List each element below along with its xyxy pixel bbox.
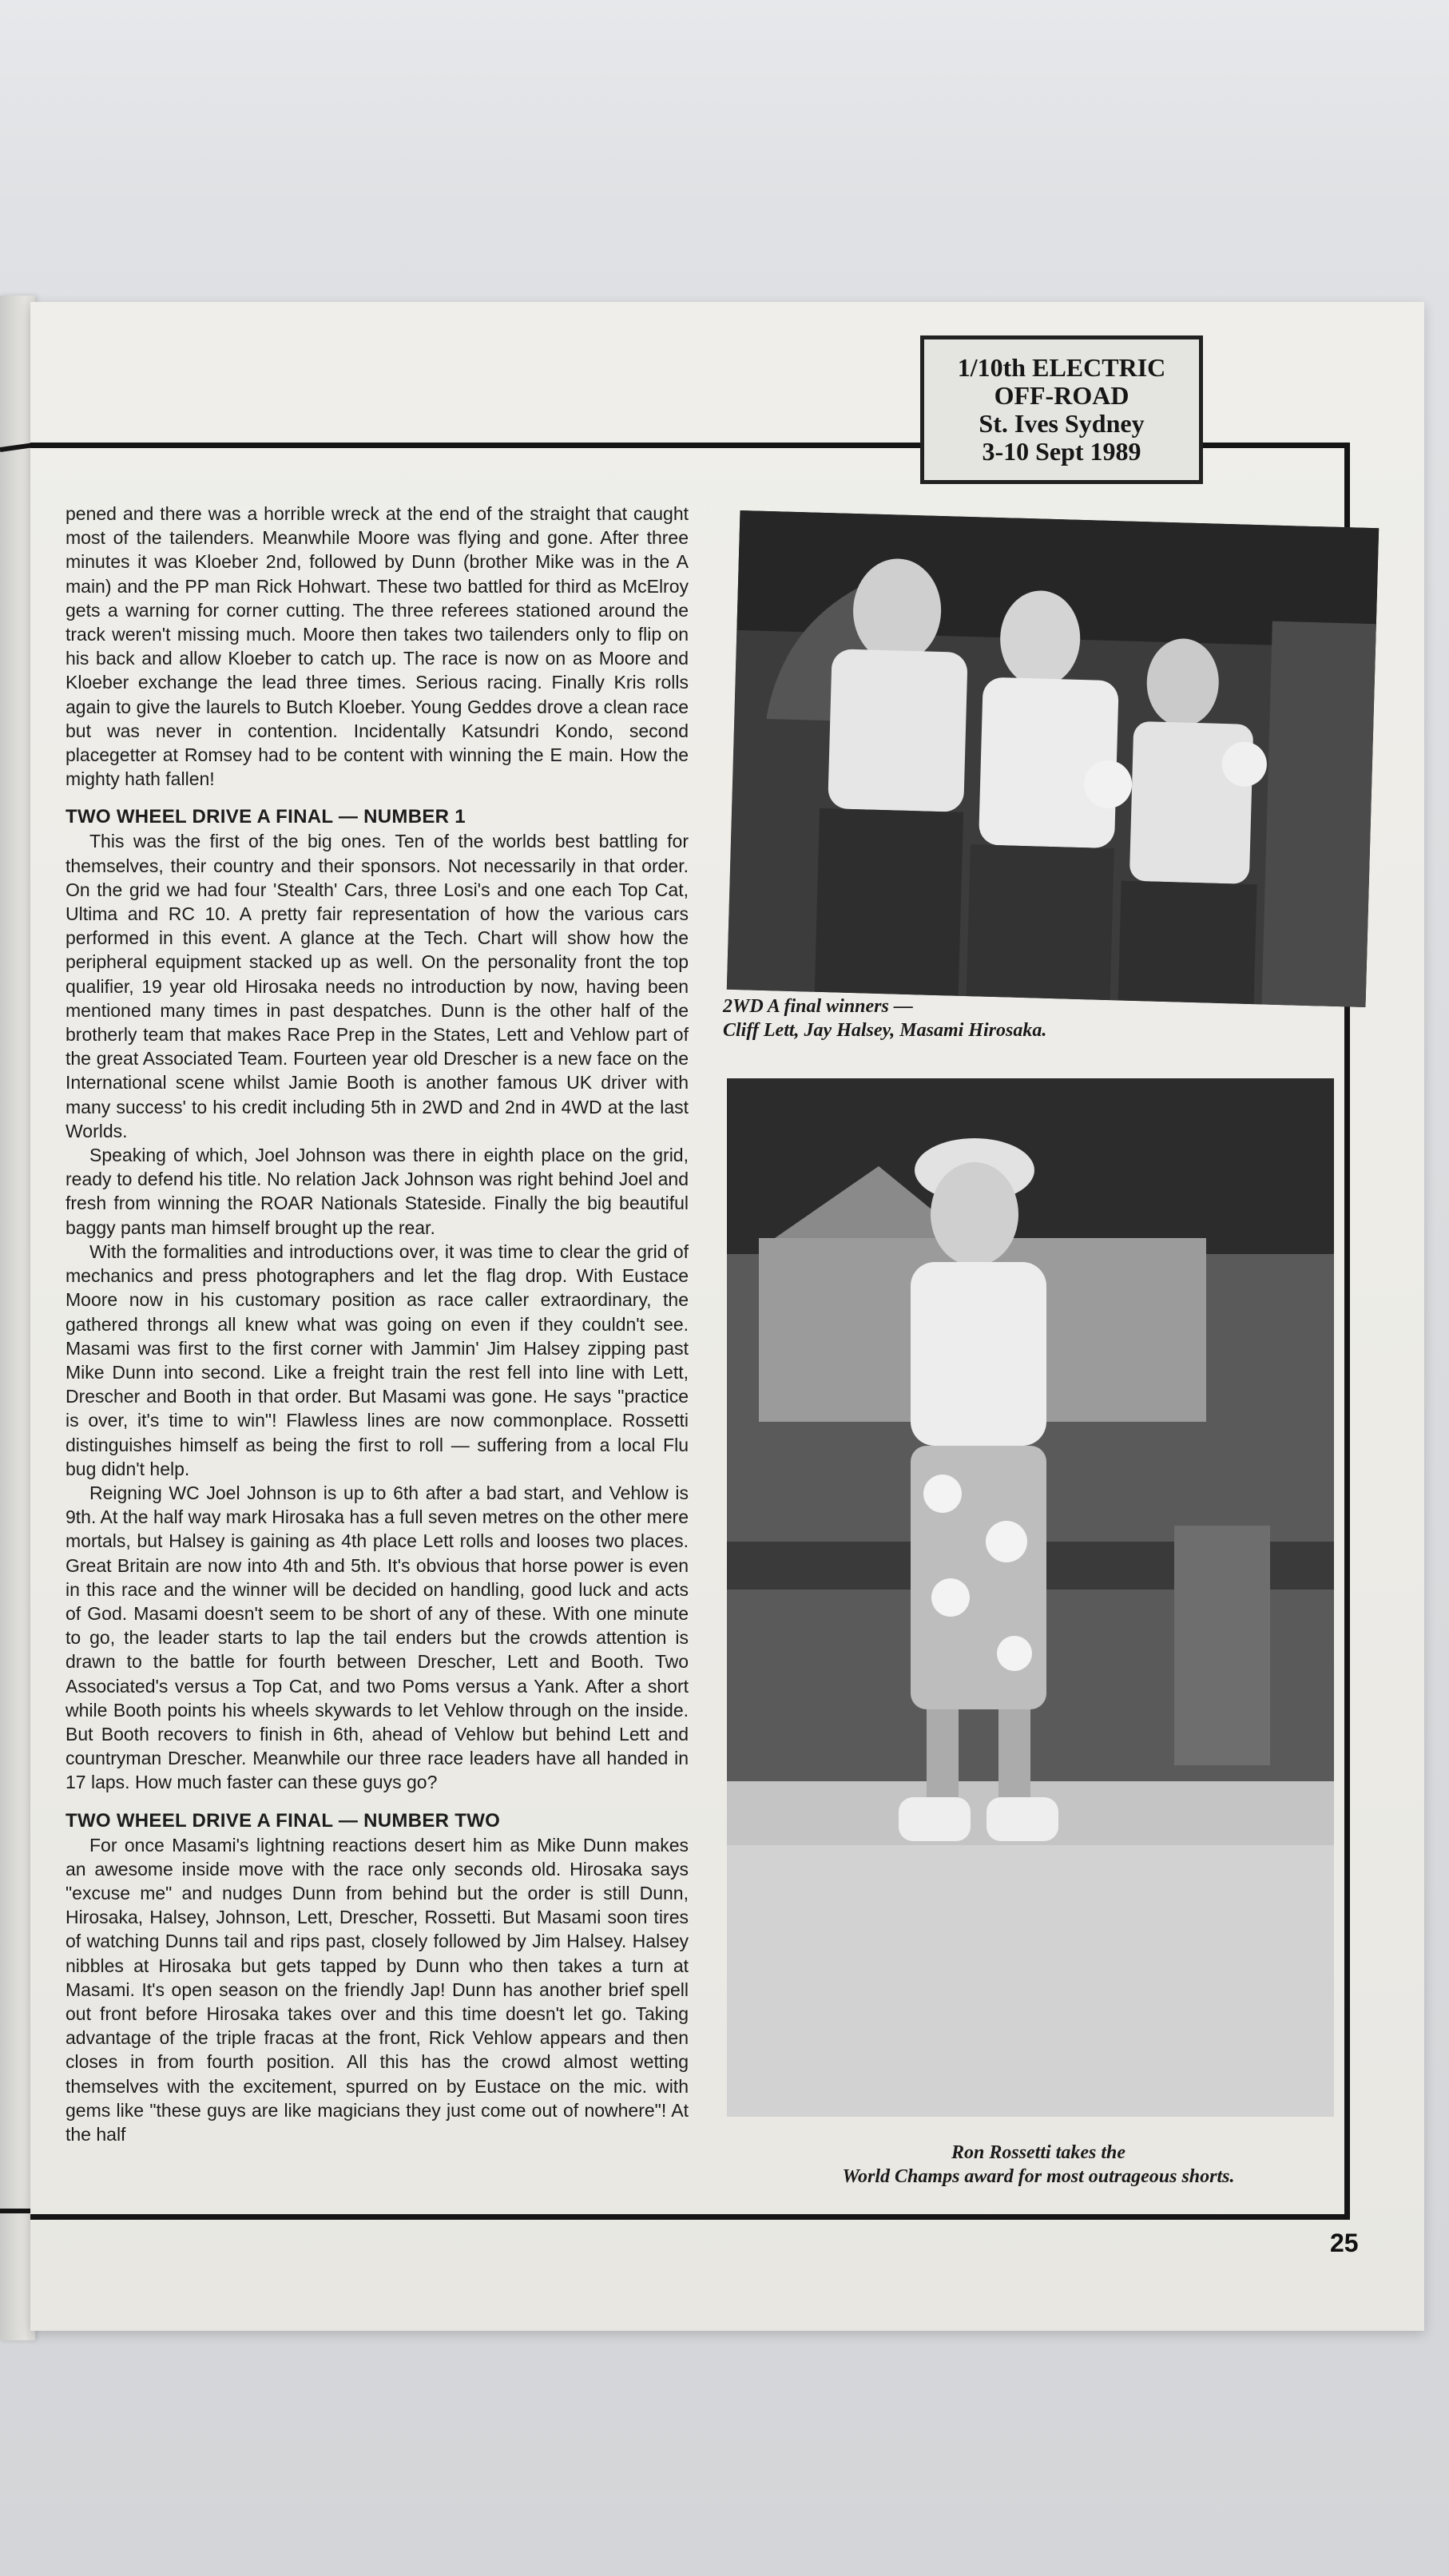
caption-winners-line-2: Cliff Lett, Jay Halsey, Masami Hirosaka. xyxy=(723,1020,1047,1041)
intro-paragraph: pened and there was a horrible wreck at the end of the straight that caught most of the tailenders. Meanwhile Moore was flying and gone. After three minutes it was Kloeber 2nd, followed by Dunn (brother Mike was in the A main) and the PP man Rick Hohwart. These two battled for third as McElroy gets a warning for corner cutting. The three referees stationed around the track weren't missing much. Moore then takes two tailenders only to flip on his back and allow Kloeber to catch up. The race is now on as Moore and Kloeber exchange the lead three times. Serious racing. Finally Kris rolls again to give the laurels to Butch Kloeber. Young Geddes drove a clean race but was never in contention. Incidentally Katsundri Kondo, second placegetter at Romsey had to be content with winning the E main. How the mighty hath fallen! xyxy=(66,503,689,790)
photo-rossetti-shorts xyxy=(727,1078,1334,2117)
caption-rossetti-line-2: World Champs award for most outrageous shorts. xyxy=(842,2166,1235,2187)
page-number: 25 xyxy=(1330,2229,1359,2257)
previous-page-rule-bottom xyxy=(0,2209,32,2213)
paragraph-final-1-d: Reigning WC Joel Johnson is up to 6th after a bad start, and Vehlow is 9th. At the half way mark Hirosaka has a full seven metres on the other mere mortals, but Halsey is gaining as 4th place Lett rolls and looses two places. Great Britain are now into 4th and 5th. It's obvious that horse power is even in this race and the winner will be decided on handling, good luck and acts of God. Masami doesn't seem to be short of any of these. With one minute to go, the leader starts to lap the tail enders but the crowds attention is drawn to the battle for fourth between Drescher, Lett and Booth. Two Associated's versus a Top Cat, and two Poms versus a Yank. After a short while Booth points his wheels skywards to let Vehlow through on the inside. But Booth recovers to finish in 6th, ahead of Vehlow but behind Lett and countryman Drescher. Meanwhile our three race leaders have all handed in 17 laps. How much faster can these guys go? xyxy=(66,1482,689,1793)
event-title-line-1: 1/10th ELECTRIC xyxy=(957,353,1166,382)
event-title-line-4: 3-10 Sept 1989 xyxy=(982,437,1141,466)
paragraph-final-1-b: Speaking of which, Joel Johnson was there in eighth place on the grid, ready to defend his title. No relation Jack Johnson was right behind Joel and fresh from winning the ROAR Nationals Stateside. Finally the big beautiful baggy pants man himself brought up the rear. xyxy=(66,1145,689,1238)
event-title-line-2: OFF-ROAD xyxy=(994,381,1129,410)
paragraph-final-1-a: This was the first of the big ones. Ten of the worlds best battling for themselves, their country and their sponsors. Not necessarily in that order. On the grid we had four 'Stealth' Cars, three Losi's and one each Top Cat, Ultima and RC 10. A pretty fair representation of how the various cars performed in this event. A glance at the Tech. Chart will show how the peripheral equipment stacked up as well. On the personality front the top qualifier, 19 year old Hirosaka needs no introduction by now, having been mentioned many times in past despatches. Dunn is the other half of the brotherly team that makes Race Prep in the States, Lett and Vehlow part of the great Associated Team. Fourteen year old Drescher is a new face on the International scene whilst Jamie Booth is another famous UK driver with many success' to his credit including 5th in 2WD and 2nd in 4WD at the last Worlds. xyxy=(66,831,689,1141)
bottom-rule xyxy=(30,2214,1350,2220)
paragraph-final-1-c: With the formalities and introductions over, it was time to clear the grid of mechanics and press photographers and let the flag drop. With Eustace Moore now in his customary position as race caller extraordinary, the gathered throngs all knew what was going on even if they couldn't see. Masami was first to the first corner with Jammin' Jim Halsey zipping past Mike Dunn into second. Like a freight train the rest fell into line with Lett, Drescher and Booth in that order. But Masami was gone. He says "practice is over, it's time to win"! Flawless lines are now commonplace. Rossetti distinguishes himself as being the first to roll — suffering from a local Flu bug didn't help. xyxy=(66,1240,689,1479)
winners-photo-illustration xyxy=(727,510,1379,1007)
event-title-box xyxy=(920,335,1203,484)
event-title-line-3: St. Ives Sydney xyxy=(979,409,1145,438)
rossetti-photo-illustration xyxy=(727,1078,1334,2117)
caption-rossetti-line-1: Ron Rossetti takes the xyxy=(951,2142,1126,2163)
section-heading-final-1: TWO WHEEL DRIVE A FINAL — NUMBER 1 xyxy=(66,806,466,828)
caption-winners xyxy=(723,994,1170,1042)
section-heading-final-2: TWO WHEEL DRIVE A FINAL — NUMBER TWO xyxy=(66,1809,501,1832)
caption-winners-line-1: 2WD A final winners — xyxy=(723,996,913,1017)
photo-2wd-final-winners xyxy=(727,510,1379,1007)
caption-rossetti xyxy=(743,2141,1334,2189)
paragraph-final-2-a: For once Masami's lightning reactions desert him as Mike Dunn makes an awesome inside move with the race only seconds old. Hirosaka says "excuse me" and nudges Dunn from behind but the order is still Dunn, Hirosaka, Halsey, Johnson, Lett, Drescher, Rossetti. But Masami soon tires of watching Dunns tail and rips past, closely followed by Jim Halsey. Halsey nibbles at Hirosaka but gets tapped by Dunn who then takes a turn at Masami. It's open season on the friendly Jap! Dunn has another brief spell out front before Hirosaka takes over and this time doesn't let go. Taking advantage of the triple fracas at the front, Rick Vehlow appears and then closes in from fourth position. All this has the crowd almost wetting themselves with the excitement, spurred on by Eustace on the mic. with gems like "these guys are like magicians they just come out of nowhere"! At the half xyxy=(66,1834,689,2145)
article-column xyxy=(66,502,689,2146)
